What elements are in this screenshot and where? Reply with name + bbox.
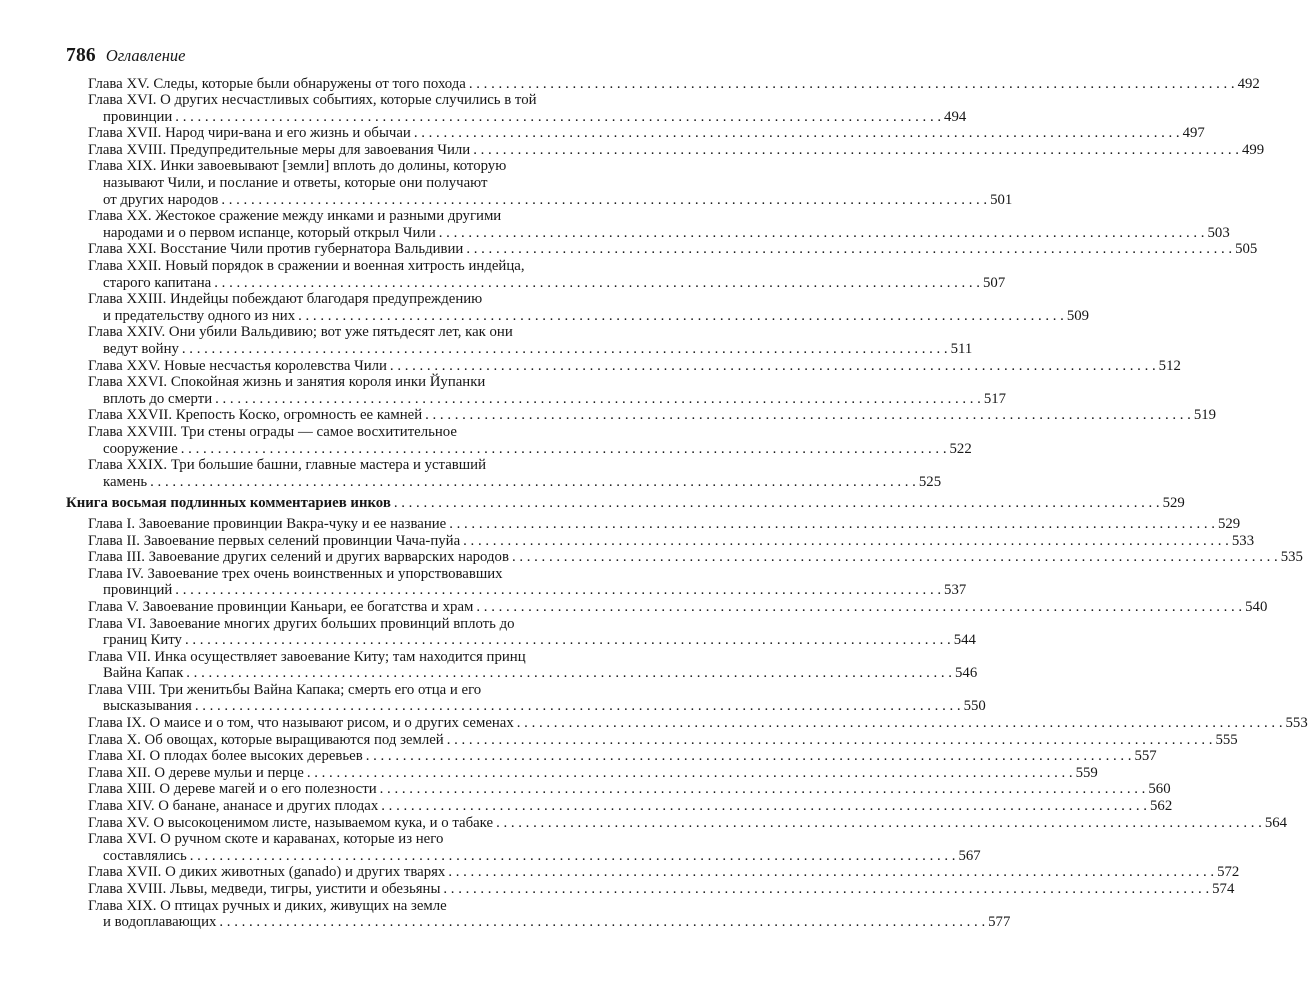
toc-entry bbox=[66, 798, 1173, 815]
toc-entry bbox=[66, 357, 1181, 375]
dot-leader bbox=[439, 225, 1205, 242]
toc-entry bbox=[66, 92, 967, 125]
toc-entry-line bbox=[66, 175, 612, 192]
toc-page-number: 550 bbox=[963, 698, 986, 715]
toc-entry-title: Глава VIII. Три женитьбы Вайна Капака; смерть его отца и его bbox=[88, 681, 482, 698]
toc-page-number: 525 bbox=[918, 473, 942, 490]
toc-page-number: 557 bbox=[1134, 748, 1157, 765]
toc-page-number: 492 bbox=[1237, 75, 1260, 92]
toc-entry-title: Глава X. Об овощах, которые выращиваются под землей bbox=[88, 731, 444, 748]
toc-entry-title: Книга восьмая подлинных комментариев инков bbox=[66, 495, 391, 512]
toc-entry-line bbox=[66, 307, 1090, 325]
toc-page-number: 560 bbox=[1148, 781, 1171, 798]
toc-entry-title: Глава XXV. Новые несчастья королевства Чили bbox=[88, 357, 387, 374]
toc-entry-title: границ Киту bbox=[103, 632, 182, 649]
toc-entry-line bbox=[66, 715, 1308, 732]
toc-entry bbox=[66, 615, 976, 649]
toc-entry-line bbox=[66, 341, 973, 358]
toc-entry-line bbox=[66, 864, 1240, 881]
dot-leader bbox=[517, 715, 1283, 732]
toc-entry-title: составлялись bbox=[103, 847, 187, 864]
table-of-contents bbox=[66, 75, 1308, 931]
toc-entry bbox=[66, 764, 1098, 782]
toc-entry bbox=[66, 457, 942, 490]
dot-leader bbox=[496, 815, 1262, 832]
toc-entry bbox=[66, 648, 978, 682]
dot-leader bbox=[381, 798, 1147, 815]
toc-entry-line bbox=[66, 274, 1006, 292]
toc-entry-line bbox=[66, 764, 1098, 782]
toc-entry-title: Глава XVII. О диких животных (ganado) и других тварях bbox=[88, 864, 446, 881]
toc-entry bbox=[66, 515, 1241, 533]
toc-entry bbox=[66, 291, 1090, 324]
dot-leader bbox=[449, 516, 1215, 533]
toc-entry bbox=[66, 549, 1303, 566]
toc-entry bbox=[66, 715, 1308, 732]
toc-page-number: 559 bbox=[1075, 764, 1098, 781]
toc-entry-line bbox=[66, 616, 612, 633]
toc-page-number: 497 bbox=[1182, 125, 1205, 142]
running-header bbox=[66, 45, 186, 69]
toc-entry-title: Глава VII. Инка осуществляет завоевание Киту; там находится принц bbox=[88, 648, 526, 665]
dot-leader bbox=[476, 599, 1242, 616]
toc-entry-line bbox=[66, 898, 612, 915]
toc-entry-title: Глава XVIII. Львы, медведи, тигры, уистити и обезьяны bbox=[88, 881, 441, 897]
toc-entry-line bbox=[66, 424, 612, 441]
toc-entry-line bbox=[66, 390, 1007, 408]
toc-entry-line bbox=[66, 798, 1173, 815]
dot-leader bbox=[190, 848, 956, 865]
toc-entry-line bbox=[66, 92, 612, 109]
dot-leader bbox=[512, 549, 1278, 566]
dot-leader bbox=[175, 582, 941, 599]
toc-entry-title: Глава IX. О маисе и о том, что называют рисом, и о других семенах bbox=[88, 715, 514, 732]
toc-page-number: 494 bbox=[944, 108, 967, 125]
toc-page-number: 519 bbox=[1193, 407, 1217, 424]
toc-page-number: 517 bbox=[983, 390, 1007, 407]
running-title: Оглавление bbox=[105, 46, 186, 65]
toc-entry-line bbox=[66, 566, 612, 583]
toc-entry-line bbox=[66, 224, 1230, 242]
dot-leader bbox=[195, 698, 961, 715]
toc-entry bbox=[66, 831, 981, 864]
toc-entry-line bbox=[66, 731, 1238, 749]
toc-entry bbox=[66, 598, 1268, 616]
dot-leader bbox=[298, 308, 1064, 325]
toc-page-number: 572 bbox=[1217, 864, 1240, 881]
toc-page-number: 505 bbox=[1235, 241, 1258, 258]
toc-entry bbox=[66, 881, 1235, 898]
toc-entry-line bbox=[66, 374, 612, 391]
toc-entry-line bbox=[66, 831, 612, 848]
page-number: 786 bbox=[66, 45, 96, 66]
toc-entry bbox=[66, 324, 973, 357]
toc-entry-line bbox=[66, 665, 978, 682]
toc-entry-title: камень bbox=[103, 473, 148, 490]
toc-entry-title: Глава XI. О плодах более высоких деревьев bbox=[88, 748, 363, 765]
toc-entry bbox=[66, 897, 1011, 931]
toc-entry-line bbox=[66, 682, 612, 699]
dot-leader bbox=[366, 748, 1132, 765]
toc-entry-line bbox=[66, 598, 1268, 616]
toc-entry-line bbox=[66, 158, 612, 175]
toc-entry-title: Глава XIX. О птицах ручных и диких, живущих на земле bbox=[88, 897, 447, 914]
toc-book-heading bbox=[66, 495, 1185, 512]
dot-leader bbox=[473, 142, 1239, 159]
toc-page-number: 529 bbox=[1162, 495, 1185, 512]
toc-entry-title: провинций bbox=[103, 582, 173, 599]
dot-leader bbox=[215, 391, 981, 408]
toc-entry-line bbox=[66, 75, 1260, 93]
dot-leader bbox=[182, 341, 948, 358]
toc-entry-title: Глава IV. Завоевание трех очень воинственных и упорствовавших bbox=[88, 565, 503, 582]
toc-entry-title: народами и о первом испанце, который открыл Чили bbox=[103, 224, 436, 241]
toc-entry bbox=[66, 781, 1171, 798]
toc-page-number: 511 bbox=[950, 341, 973, 357]
toc-entry-line bbox=[66, 881, 1235, 898]
toc-page-number: 522 bbox=[949, 440, 972, 457]
toc-entry-line bbox=[66, 357, 1181, 375]
dot-leader bbox=[448, 864, 1214, 881]
dot-leader bbox=[307, 765, 1073, 782]
toc-entry-title: Глава XXVI. Спокойная жизнь и занятия короля инки Йупанки bbox=[88, 374, 486, 391]
toc-entry-title: Глава XXVIII. Три стены ограды — самое восхитительное bbox=[88, 423, 457, 440]
toc-page-number: 501 bbox=[990, 191, 1013, 208]
dot-leader bbox=[185, 632, 951, 649]
dot-leader bbox=[463, 533, 1229, 550]
toc-entry-line bbox=[66, 208, 612, 225]
toc-entry-line bbox=[66, 914, 1011, 931]
toc-page-number: 507 bbox=[983, 274, 1006, 291]
toc-entry bbox=[66, 748, 1157, 765]
toc-entry-line bbox=[66, 241, 1258, 258]
toc-entry-line bbox=[66, 258, 612, 275]
toc-page-number: 509 bbox=[1066, 307, 1090, 324]
toc-entry bbox=[66, 565, 967, 599]
toc-entry-line bbox=[66, 748, 1157, 765]
toc-entry bbox=[66, 241, 1258, 258]
toc-entry bbox=[66, 423, 972, 457]
toc-entry-title: провинции bbox=[103, 108, 173, 125]
dot-leader bbox=[175, 109, 941, 126]
toc-entry-line bbox=[66, 649, 612, 666]
toc-entry-title: Глава XXIX. Три большие башни, главные мастера и уставший bbox=[88, 457, 486, 474]
toc-entry-title: Глава XIII. О дереве магей и о его полезности bbox=[88, 781, 377, 798]
toc-entry-line bbox=[66, 457, 612, 474]
toc-entry-title: Глава XV. О высокоценимом листе, называемом кука, и о табаке bbox=[88, 814, 494, 831]
toc-entry-line bbox=[66, 191, 1013, 209]
toc-entry-title: от других народов bbox=[103, 191, 219, 208]
toc-page-number: 553 bbox=[1285, 715, 1308, 732]
toc-page-number: 574 bbox=[1212, 881, 1235, 897]
toc-page-number: 577 bbox=[988, 914, 1011, 931]
toc-page-number: 503 bbox=[1207, 224, 1230, 241]
toc-entry-line bbox=[66, 108, 967, 126]
toc-page-number: 564 bbox=[1264, 814, 1288, 831]
toc-page-number: 567 bbox=[958, 847, 981, 864]
toc-entry-title: Глава I. Завоевание провинции Вакра-чуку и ее название bbox=[88, 515, 447, 532]
toc-page-number: 546 bbox=[955, 665, 978, 682]
dot-leader bbox=[466, 241, 1232, 258]
dot-leader bbox=[380, 781, 1146, 798]
dot-leader bbox=[414, 125, 1180, 142]
toc-entry-line bbox=[66, 407, 1217, 424]
toc-entry-line bbox=[66, 698, 986, 715]
toc-entry-title: высказывания bbox=[103, 698, 192, 715]
toc-entry-line bbox=[66, 125, 1205, 142]
dot-leader bbox=[214, 275, 980, 292]
dot-leader bbox=[221, 192, 987, 209]
dot-leader bbox=[186, 665, 952, 682]
toc-page-number: 512 bbox=[1158, 357, 1181, 374]
toc-entry-line bbox=[66, 532, 1255, 550]
toc-entry-title: Глава XV. Следы, которые были обнаружены от того похода bbox=[88, 75, 466, 92]
toc-entry-title: Глава VI. Завоевание многих других больших провинций вплоть до bbox=[88, 615, 515, 632]
toc-entry bbox=[66, 731, 1238, 749]
toc-entry-title: Глава XII. О дереве мульи и перце bbox=[88, 764, 304, 781]
toc-page-number: 562 bbox=[1150, 798, 1173, 815]
toc-entry-line bbox=[66, 632, 976, 649]
toc-entry bbox=[66, 158, 1013, 208]
toc-entry-title: Глава XIX. Инки завоевывают [земли] вплоть до долины, которую bbox=[88, 158, 507, 175]
toc-entry bbox=[66, 75, 1260, 93]
toc-entry-line bbox=[66, 515, 1241, 533]
toc-entry-title: Глава XXIV. Они убили Вальдивию; вот уже пятьдесят лет, как они bbox=[88, 324, 513, 341]
toc-entry-title: Вайна Капак bbox=[103, 665, 184, 682]
toc-entry-title: Глава XX. Жестокое сражение между инками и разными другими bbox=[88, 208, 502, 225]
toc-entry bbox=[66, 532, 1255, 550]
dot-leader bbox=[447, 732, 1213, 749]
toc-entry-title: Глава XVIII. Предупредительные меры для завоевания Чили bbox=[88, 141, 471, 158]
toc-entry-title: Глава XVI. О ручном скоте и караванах, которые из него bbox=[88, 831, 444, 848]
toc-page-number: 535 bbox=[1280, 549, 1303, 566]
toc-entry-title: вплоть до смерти bbox=[103, 390, 213, 407]
toc-entry-title: называют Чили, и послание и ответы, которые они получают bbox=[103, 175, 488, 192]
toc-entry bbox=[66, 258, 1006, 291]
toc-entry-title: сооружение bbox=[103, 440, 178, 457]
toc-entry bbox=[66, 125, 1205, 142]
dot-leader bbox=[443, 881, 1209, 898]
dot-leader bbox=[469, 76, 1235, 93]
toc-entry-title: Глава III. Завоевание других селений и других варварских народов bbox=[88, 549, 509, 566]
dot-leader bbox=[150, 474, 916, 491]
dot-leader bbox=[390, 358, 1156, 375]
toc-entry-line bbox=[66, 495, 1185, 512]
toc-entry-title: Глава XIV. О банане, ананасе и других плодах bbox=[88, 798, 379, 815]
toc-entry-line bbox=[66, 814, 1288, 832]
toc-page-number: 537 bbox=[944, 582, 967, 599]
toc-entry-line bbox=[66, 473, 942, 491]
toc-entry-line bbox=[66, 781, 1171, 798]
toc-entry-title: Глава XXII. Новый порядок в сражении и военная хитрость индейца, bbox=[88, 258, 525, 275]
toc-page-number: 544 bbox=[953, 632, 976, 649]
toc-entry-title: и предательству одного из них bbox=[103, 307, 296, 324]
toc-entry bbox=[66, 814, 1288, 832]
toc-entry bbox=[66, 374, 1007, 407]
toc-entry-line bbox=[66, 847, 981, 865]
toc-page-number: 540 bbox=[1245, 598, 1268, 615]
toc-entry-line bbox=[66, 291, 612, 308]
toc-entry-line bbox=[66, 440, 972, 458]
toc-page-number: 529 bbox=[1217, 515, 1241, 532]
dot-leader bbox=[181, 441, 947, 458]
toc-entry-title: Глава XXI. Восстание Чили против губернатора Вальдивии bbox=[88, 241, 464, 258]
toc-entry-title: и водоплавающих bbox=[103, 914, 217, 931]
toc-entry bbox=[66, 864, 1240, 881]
toc-entry-title: Глава XXIII. Индейцы побеждают благодаря предупреждению bbox=[88, 291, 483, 308]
toc-entry-title: старого капитана bbox=[103, 274, 212, 291]
toc-page-number: 533 bbox=[1231, 532, 1255, 549]
toc-entry bbox=[66, 141, 1265, 159]
toc-entry-title: ведут войну bbox=[103, 341, 179, 357]
toc-page-number: 555 bbox=[1215, 731, 1238, 748]
dot-leader bbox=[425, 407, 1191, 424]
toc-entry-title: Глава XXVII. Крепость Коско, огромность ее камней bbox=[88, 407, 423, 424]
toc-page-number: 499 bbox=[1241, 141, 1265, 158]
toc-entry bbox=[66, 407, 1217, 424]
toc-entry-line bbox=[66, 582, 967, 599]
toc-entry-line bbox=[66, 324, 612, 341]
dot-leader bbox=[394, 495, 1160, 512]
toc-entry bbox=[66, 208, 1230, 241]
toc-entry-title: Глава XVII. Народ чири-вана и его жизнь и обычаи bbox=[88, 125, 411, 142]
toc-entry-title: Глава XVI. О других несчастливых событиях, которые случились в той bbox=[88, 92, 537, 109]
toc-entry-line bbox=[66, 549, 1303, 566]
toc-entry-line bbox=[66, 141, 1265, 159]
toc-entry bbox=[66, 681, 986, 715]
toc-entry-title: Глава II. Завоевание первых селений провинции Чача-пуйа bbox=[88, 532, 461, 549]
dot-leader bbox=[219, 914, 985, 931]
toc-entry-title: Глава V. Завоевание провинции Каньари, ее богатства и храм bbox=[88, 598, 474, 615]
